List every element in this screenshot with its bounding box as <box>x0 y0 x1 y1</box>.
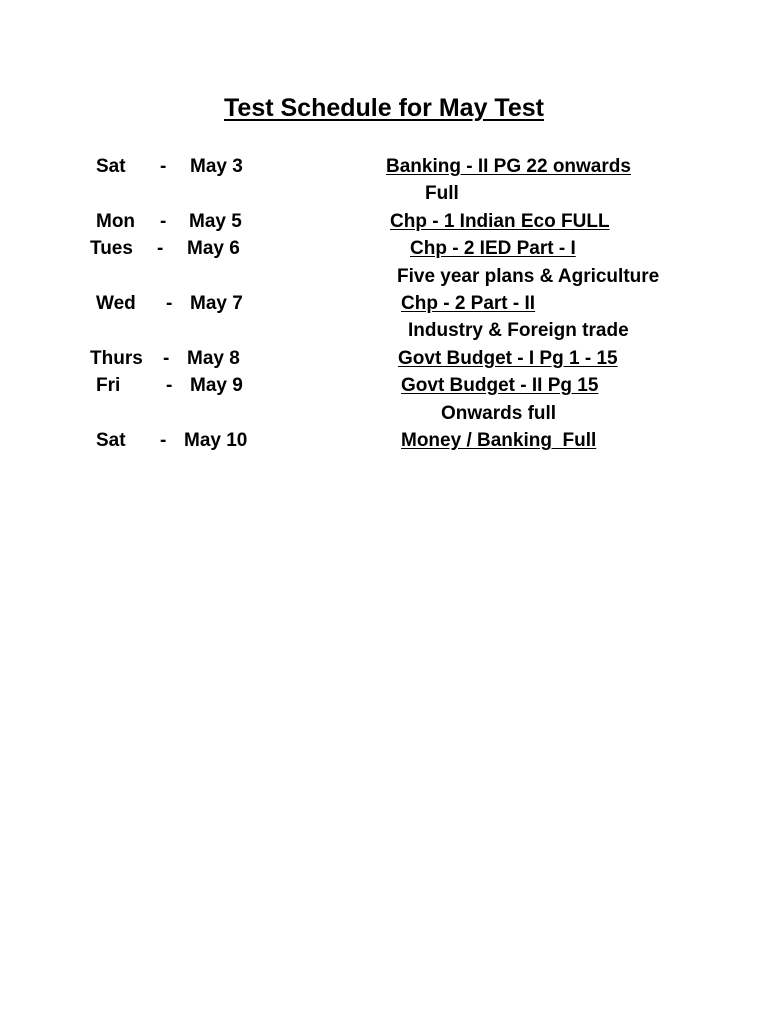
schedule-date: May 8 <box>187 348 240 369</box>
schedule-day: Fri <box>96 375 121 396</box>
schedule-topic: Money / Banking Full <box>401 430 597 451</box>
schedule-day: Thurs <box>90 348 143 369</box>
schedule-dash: - <box>166 293 173 314</box>
schedule-date: May 6 <box>187 238 240 259</box>
schedule-dash: - <box>160 430 167 451</box>
document-title: Test Schedule for May Test <box>224 94 544 122</box>
schedule-date: May 5 <box>189 211 242 232</box>
schedule-day: Tues <box>90 238 133 259</box>
schedule-topic-continuation: Five year plans & Agriculture <box>397 266 660 287</box>
schedule-row-fri-may-9 <box>0 375 768 402</box>
schedule-topic: Chp - 1 Indian Eco FULL <box>390 211 610 232</box>
schedule-topic: Chp - 2 IED Part - I <box>410 238 576 259</box>
schedule-topic: Govt Budget - II Pg 15 <box>401 375 599 396</box>
schedule-topic: Chp - 2 Part - II <box>401 293 536 314</box>
schedule-row-continuation <box>0 266 768 293</box>
schedule-topic-continuation: Industry & Foreign trade <box>408 320 629 341</box>
schedule-topic: Banking - II PG 22 onwards <box>386 156 631 177</box>
schedule-topic-continuation: Full <box>425 183 459 204</box>
schedule-row-sat-may-3 <box>0 156 768 183</box>
schedule-date: May 9 <box>190 375 243 396</box>
schedule-day: Sat <box>96 156 126 177</box>
schedule-row-sat-may-10 <box>0 430 768 457</box>
schedule-topic-continuation: Onwards full <box>441 403 557 424</box>
schedule-row-wed-may-7 <box>0 293 768 320</box>
schedule-row-thurs-may-8 <box>0 348 768 375</box>
schedule-date: May 10 <box>184 430 248 451</box>
schedule-day: Wed <box>96 293 136 314</box>
schedule-date: May 7 <box>190 293 243 314</box>
schedule-dash: - <box>160 211 167 232</box>
schedule-dash: - <box>163 348 170 369</box>
schedule-date: May 3 <box>190 156 243 177</box>
schedule-topic: Govt Budget - I Pg 1 - 15 <box>398 348 618 369</box>
schedule-row-continuation <box>0 320 768 347</box>
schedule-dash: - <box>166 375 173 396</box>
schedule-dash: - <box>157 238 164 259</box>
schedule-dash: - <box>160 156 167 177</box>
schedule-row-continuation <box>0 403 768 430</box>
schedule-row-continuation <box>0 183 768 210</box>
schedule-row-mon-may-5 <box>0 211 768 238</box>
schedule-day: Mon <box>96 211 136 232</box>
schedule-day: Sat <box>96 430 126 451</box>
schedule-row-tues-may-6 <box>0 238 768 265</box>
